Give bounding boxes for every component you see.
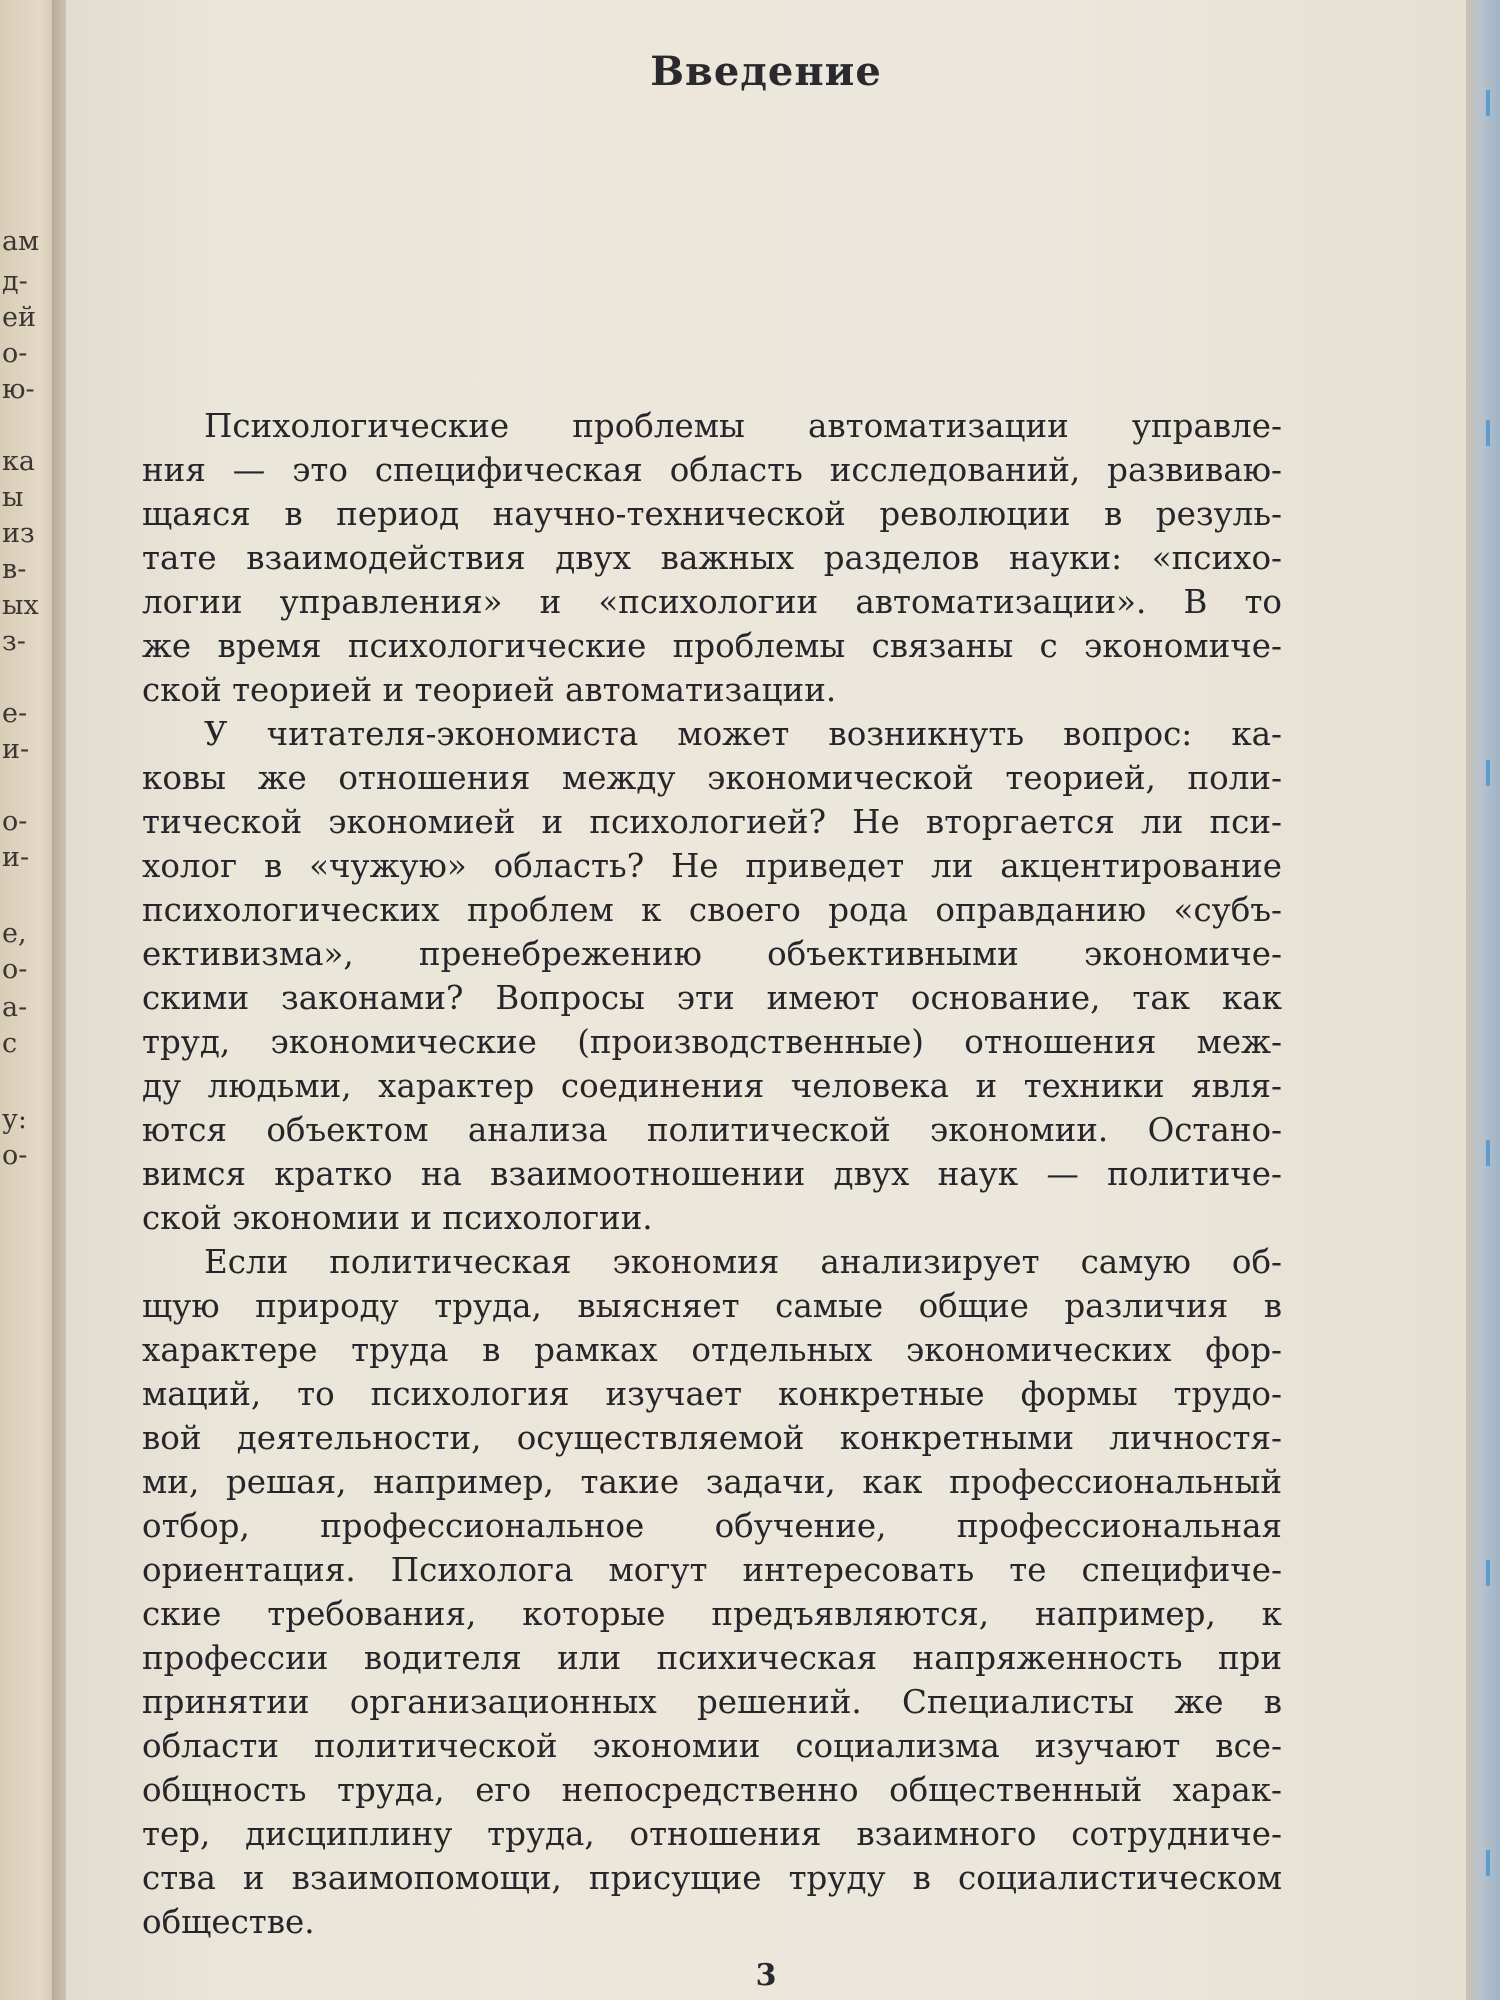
page-number: 3 (755, 1958, 777, 1993)
text-line: отбор, профессиональное обучение, профессиональная (142, 1507, 1282, 1545)
text-line: скими законами? Вопросы эти имеют основание, так как (142, 979, 1282, 1017)
text-line: ми, решая, например, такие задачи, как профессиональный (142, 1463, 1282, 1501)
adjacent-page-fragment: е- (2, 698, 28, 729)
text-line: щаяся в период научно-технической революции в резуль- (142, 495, 1282, 533)
text-line: Психологические проблемы автоматизации управле- (204, 407, 1282, 445)
adjacent-page-fragment: о- (2, 1140, 28, 1171)
text-line: логии управления» и «психологии автоматизации». В то (142, 583, 1282, 621)
adjacent-page-fragment: ам (2, 226, 40, 257)
page-title: Введение (650, 48, 882, 95)
adjacent-page-fragment: з- (2, 626, 26, 657)
paragraph-1 (142, 404, 1282, 712)
text-line: ской теорией и теорией автоматизации. (142, 671, 837, 709)
adjacent-page-fragment: с (2, 1028, 18, 1059)
text-line: ду людьми, характер соединения человека и техники явля- (142, 1067, 1282, 1105)
adjacent-page-fragment: а- (2, 992, 28, 1023)
text-line: маций, то психология изучает конкретные формы трудо- (142, 1375, 1282, 1413)
adjacent-page-fragment: ы (2, 482, 24, 513)
paragraph-2 (142, 712, 1282, 1240)
text-line: ской экономии и психологии. (142, 1199, 653, 1237)
text-line: тате взаимодействия двух важных разделов науки: «психо- (142, 539, 1282, 577)
adjacent-page-fragment: из (2, 518, 35, 549)
text-line: ются объектом анализа политической экономии. Остано- (142, 1111, 1282, 1149)
text-line: труд, экономические (производственные) отношения меж- (142, 1023, 1282, 1061)
text-line: обществе. (142, 1903, 315, 1941)
text-line: области политической экономии социализма изучают все- (142, 1727, 1282, 1765)
adjacent-page-fragment: и- (2, 734, 30, 765)
adjacent-page-fragment: о- (2, 954, 28, 985)
text-line: тической экономией и психологией? Не вторгается ли пси- (142, 803, 1282, 841)
adjacent-page-fragment: ка (2, 446, 35, 477)
adjacent-page-fragment: у: (2, 1104, 27, 1135)
adjacent-page-fragment: д- (2, 266, 28, 297)
adjacent-page-fragment: ей (2, 302, 36, 333)
text-line: вимся кратко на взаимоотношении двух наук — политиче- (142, 1155, 1282, 1193)
adjacent-page-fragment: ю- (2, 374, 35, 405)
text-line: холог в «чужую» область? Не приведет ли акцентирование (142, 847, 1282, 885)
text-line: общность труда, его непосредственно общественный харак- (142, 1771, 1282, 1809)
text-line: тер, дисциплину труда, отношения взаимного сотрудниче- (142, 1815, 1282, 1853)
adjacent-page-fragment: и- (2, 842, 30, 873)
text-line: щую природу труда, выясняет самые общие различия в (142, 1287, 1282, 1325)
adjacent-page-strip (0, 0, 58, 2000)
text-line: же время психологические проблемы связаны с экономиче- (142, 627, 1282, 665)
text-line: ния — это специфическая область исследований, развиваю- (142, 451, 1282, 489)
text-line: психологических проблем к своего рода оправданию «субъ- (142, 891, 1282, 929)
adjacent-page-fragment: о- (2, 806, 28, 837)
text-line: ковы же отношения между экономической теорией, поли- (142, 759, 1282, 797)
text-line: характере труда в рамках отдельных экономических фор- (142, 1331, 1282, 1369)
adjacent-page-fragment: в- (2, 554, 27, 585)
text-line: ективизма», пренебрежению объективными экономиче- (142, 935, 1282, 973)
adjacent-page-fragment: о- (2, 338, 28, 369)
text-line: Если политическая экономия анализирует самую об- (204, 1243, 1282, 1281)
paragraph-3 (142, 1240, 1282, 1944)
adjacent-page-fragment: е, (2, 918, 27, 949)
text-line: принятии организационных решений. Специалисты же в (142, 1683, 1282, 1721)
adjacent-page-fragment: ых (2, 590, 39, 621)
text-line: У читателя-экономиста может возникнуть вопрос: ка- (204, 715, 1282, 753)
text-line: ские требования, которые предъявляются, например, к (142, 1595, 1282, 1633)
text-line: ства и взаимопомощи, присущие труду в социалистическом (142, 1859, 1282, 1897)
text-line: ориентация. Психолога могут интересовать те специфиче- (142, 1551, 1282, 1589)
body-text (142, 404, 1282, 1944)
table-edge (1466, 0, 1500, 2000)
text-line: вой деятельности, осуществляемой конкретными личностя- (142, 1419, 1282, 1457)
text-line: профессии водителя или психическая напряженность при (142, 1639, 1282, 1677)
